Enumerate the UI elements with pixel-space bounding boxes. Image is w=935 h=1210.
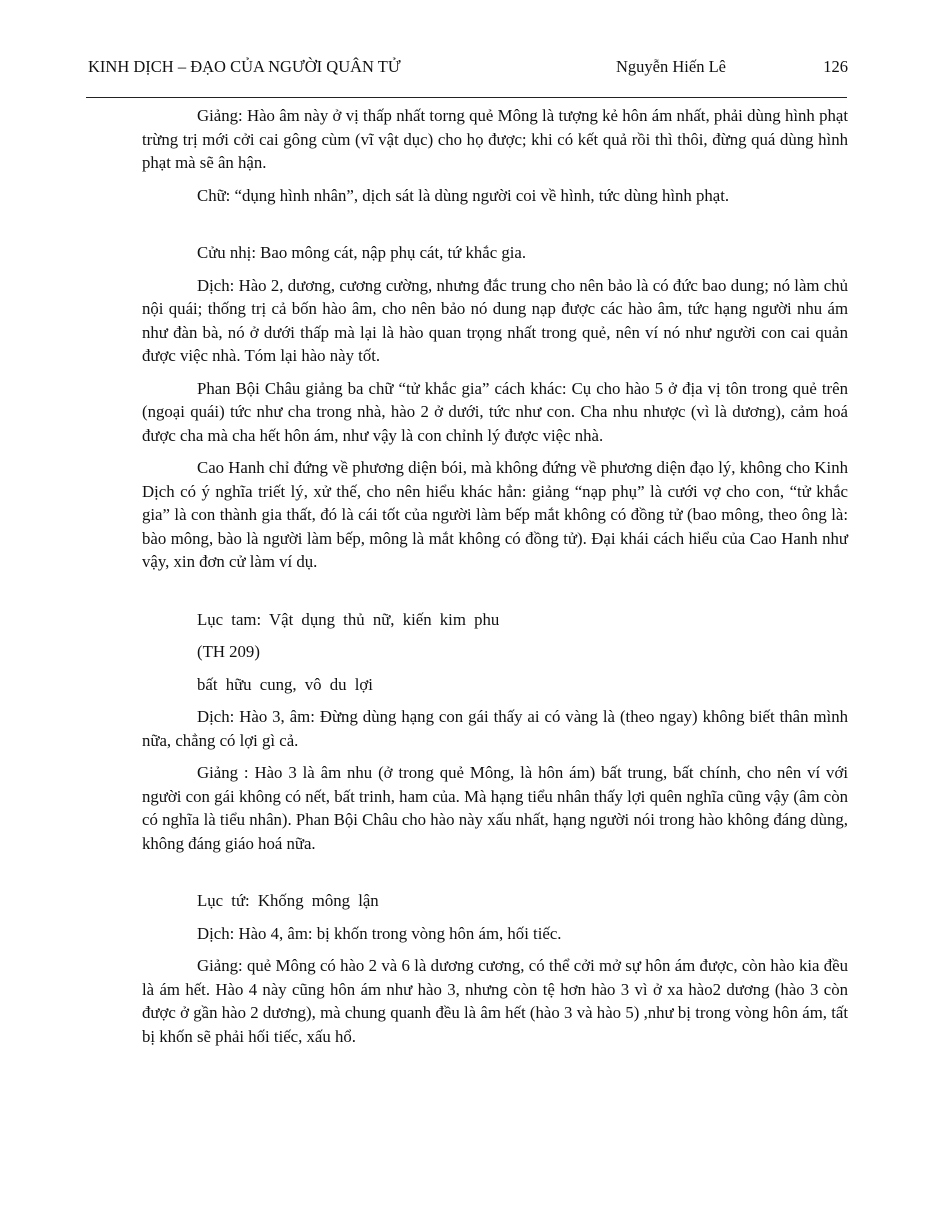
paragraph: Chữ: “dụng hình nhân”, dịch sát là dùng người coi về hình, tức dùng hình phạt. (197, 185, 730, 205)
paragraph: Dịch: Hào 2, dương, cương cường, nhưng đắc trung cho nên bảo là có đức bao dung; nó làm chủ nội quái; thống trị cả bốn hào âm, cho nên bảo nó dung nạp được các hào âm, tức hạng người nhu ám như đàn bà, nó ở dưới thấp mà lại là hào quan trọng nhất trong quẻ, nên ví nó như người con cai quản được việc nhà. Tóm lại hào này tốt. (142, 275, 848, 365)
paragraph: Giảng: quẻ Mông có hào 2 và 6 là dương cương, có thể cởi mở sự hôn ám được, còn hào kia đều là ám hết. Hào 4 này cũng hôn ám như hào 3, nhưng còn tệ hơn hào 3 vì ở xa hào2 dương (hào 3 còn được ở gần hào 2 dương), mà chung quanh đều là âm hết (hào 3 và hào 5) ,như bị trong vòng hôn ám, tất bị khốn sẽ phải hối tiếc, xấu hổ. (142, 956, 848, 1046)
page-header (88, 57, 848, 81)
book-title: KINH DỊCH – ĐẠO CỦA NGƯỜI QUÂN TỬ (88, 57, 401, 76)
reference-note: (TH 209) (197, 642, 260, 661)
hexagram-line-heading: Lục tam: Vật dụng thủ nữ, kiến kim phu (197, 609, 500, 629)
hexagram-line-heading: Cửu nhị: Bao mông cát, nập phụ cát, tứ khắc gia. (197, 243, 527, 262)
paragraph: Dịch: Hào 4, âm: bị khốn trong vòng hôn ám, hối tiếc. (197, 923, 562, 943)
paragraph: Cao Hanh chỉ đứng về phương diện bói, mà không đứng về phương diện đạo lý, không cho Kinh Dịch có ý nghĩa triết lý, xử thế, cho nên hiểu khác hẳn: giảng “nạp phụ” là cưới vợ cho con, “tử khắc gia” là con thành gia thất, đó là cái tốt của người làm bếp mắt không có đồng tử (bao mông, theo ông là: bào mông, bào là người làm bếp, mông là mắt không có đồng tử). Đại khái cách hiểu của Cao Hanh như vậy, xin đơn cử làm ví dụ. (142, 458, 848, 571)
page-number: 126 (823, 57, 848, 76)
hexagram-line-heading: Lục tứ: Khống mông lận (197, 891, 379, 910)
author-name: Nguyễn Hiến Lê (616, 57, 726, 76)
paragraph: Giảng: Hào âm này ở vị thấp nhất torng quẻ Mông là tượng kẻ hôn ám nhất, phải dùng hình phạt trừng trị mới cởi cai gông cùm (vĩ vật dục) cho họ được; khi có kết quả rồi thì thôi, đừng quá dùng hình phạt mà sẽ ân hận. (142, 106, 848, 172)
page-body (142, 104, 848, 1057)
paragraph: Dịch: Hào 3, âm: Đừng dùng hạng con gái thấy ai có vàng là (theo ngay) không biết thân mình nữa, chẳng có lợi gì cả. (142, 707, 848, 750)
paragraph: Phan Bội Châu giảng ba chữ “tử khắc gia” cách khác: Cụ cho hào 5 ở địa vị tôn trong quẻ trên (ngoại quái) tức như cha trong nhà, hào 2 ở dưới, tức như con. Cha nhu nhược (vì là dương), cảm hoá được cha mà cha hết hôn ám, như vậy là con chỉnh lý được việc nhà. (142, 378, 848, 445)
header-rule (86, 97, 847, 98)
paragraph: Giảng : Hào 3 là âm nhu (ở trong quẻ Mông, là hôn ám) bất trung, bất chính, cho nên ví với người con gái không có nết, bất trinh, ham của. Mà hạng tiểu nhân thấy lợi quên nghĩa cũng vậy (âm còn có nghĩa là tiểu nhân). Phan Bội Châu cho hào này xấu nhất, hạng người nói trong hào không đáng dùng, không đáng giáo hoá nữa. (142, 763, 848, 853)
paragraph: bất hữu cung, vô du lợi (197, 674, 373, 694)
